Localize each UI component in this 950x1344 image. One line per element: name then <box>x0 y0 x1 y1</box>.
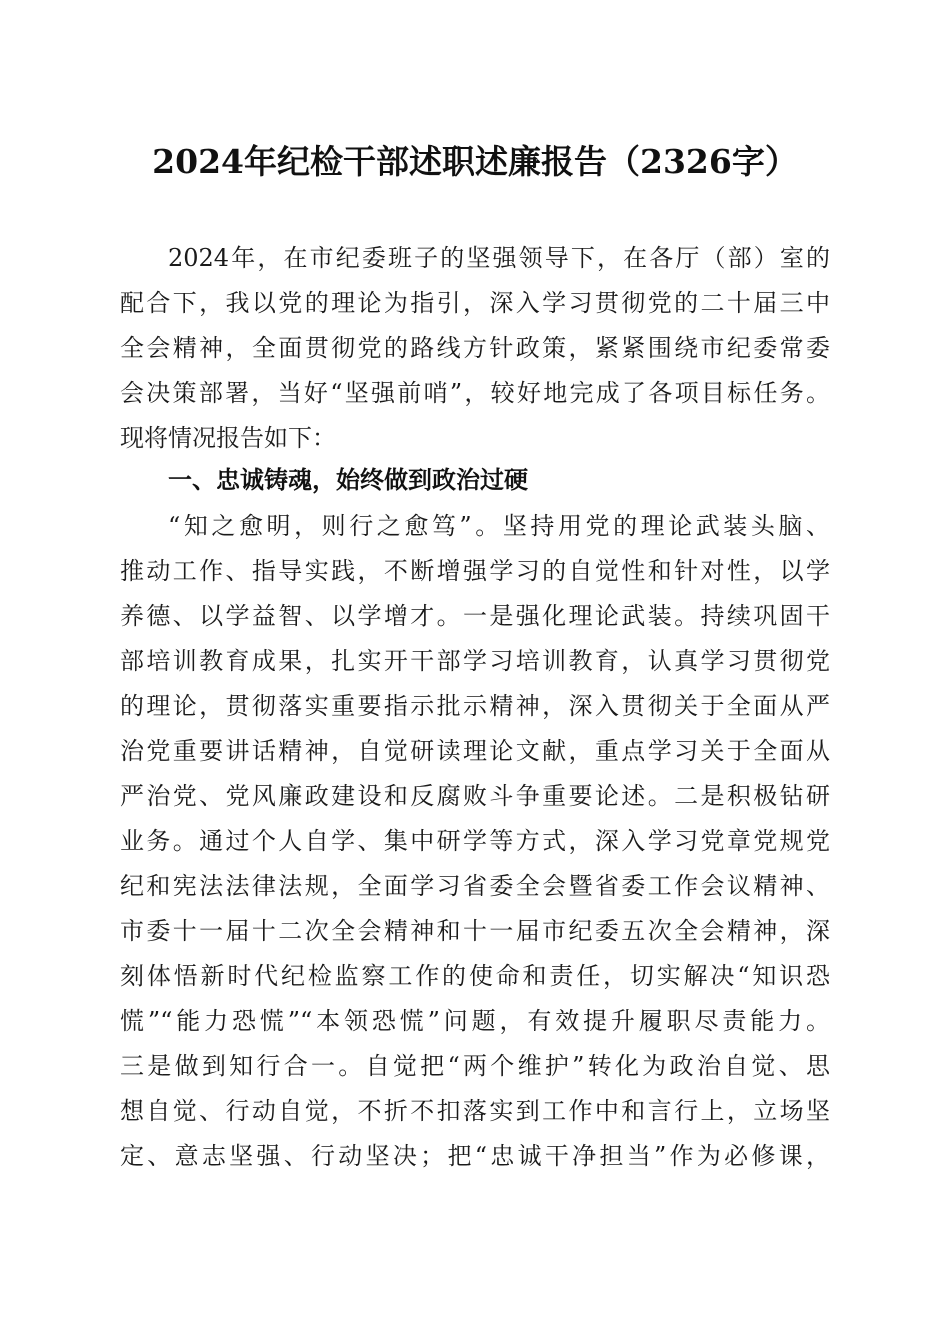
section-1-line-8: 业务。通过个人自学、集中研学等方式，深入学习党章党规党 <box>120 827 830 855</box>
document-title: 2024年纪检干部述职述廉报告（2326字） <box>152 142 798 181</box>
section-1-line-1: “知之愈明，则行之愈笃”。坚持用党的理论武装头脑、 <box>168 512 830 540</box>
intro-line-3: 全会精神，全面贯彻党的路线方针政策，紧紧围绕市纪委常委 <box>120 334 830 362</box>
section-1-line-4: 部培训教育成果，扎实开干部学习培训教育，认真学习贯彻党 <box>120 647 830 675</box>
section-1-line-6: 治党重要讲话精神，自觉研读理论文献，重点学习关于全面从 <box>120 737 830 765</box>
section-1-line-12: 慌”“能力恐慌”“本领恐慌”问题，有效提升履职尽责能力。 <box>120 1007 830 1035</box>
section-1-line-15: 定、意志坚强、行动坚决；把“忠诚干净担当”作为必修课， <box>120 1142 830 1170</box>
section-1-line-10: 市委十一届十二次全会精神和十一届市纪委五次全会精神，深 <box>120 917 830 945</box>
section-1-heading: 一、忠诚铸魂，始终做到政治过硬 <box>168 466 528 494</box>
section-1-line-2: 推动工作、指导实践，不断增强学习的自觉性和针对性，以学 <box>120 557 830 585</box>
section-1-line-13: 三是做到知行合一。自觉把“两个维护”转化为政治自觉、思 <box>120 1052 830 1080</box>
intro-line-5: 现将情况报告如下： <box>120 424 336 452</box>
section-1-line-3: 养德、以学益智、以学增才。一是强化理论武装。持续巩固干 <box>120 602 830 630</box>
intro-line-1: 2024年，在市纪委班子的坚强领导下，在各厅（部）室的 <box>168 244 830 272</box>
intro-line-2: 配合下，我以党的理论为指引，深入学习贯彻党的二十届三中 <box>120 289 830 317</box>
section-1-line-7: 严治党、党风廉政建设和反腐败斗争重要论述。二是积极钻研 <box>120 782 830 810</box>
section-1-line-9: 纪和宪法法律法规，全面学习省委全会暨省委工作会议精神、 <box>120 872 830 900</box>
section-1-line-11: 刻体悟新时代纪检监察工作的使命和责任，切实解决“知识恐 <box>120 962 830 990</box>
section-1-line-5: 的理论，贯彻落实重要指示批示精神，深入贯彻关于全面从严 <box>120 692 830 720</box>
intro-line-4: 会决策部署，当好“坚强前哨”，较好地完成了各项目标任务。 <box>120 379 830 407</box>
section-1-line-14: 想自觉、行动自觉，不折不扣落实到工作中和言行上，立场坚 <box>120 1097 830 1125</box>
